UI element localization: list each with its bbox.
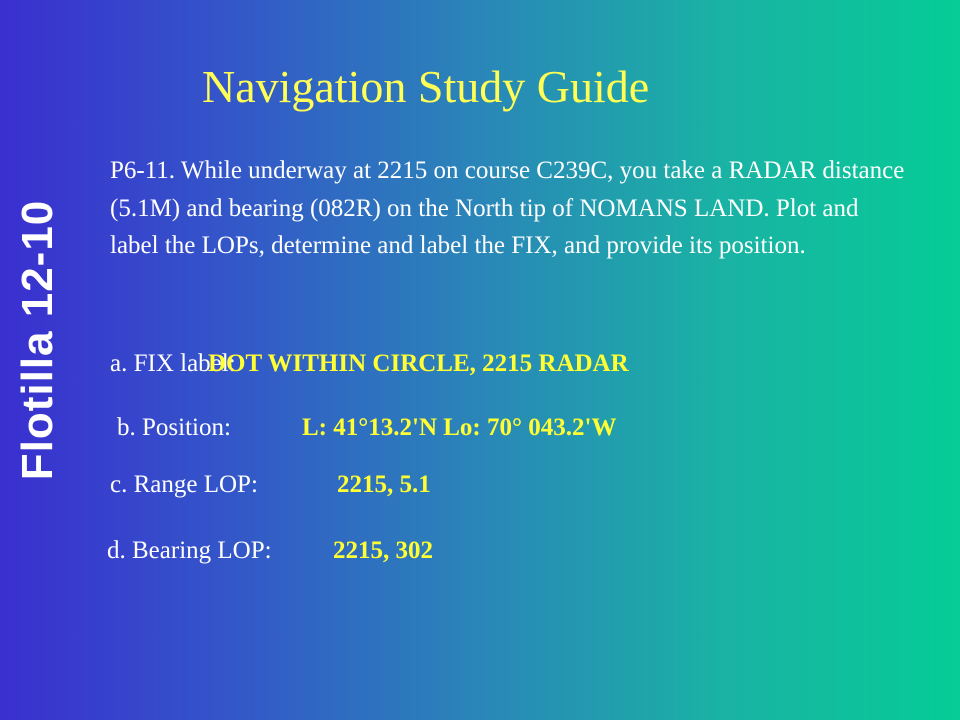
fix-label-row [110,350,629,378]
range-lop-row [110,471,431,499]
question-text: P6-11. While underway at 2215 on course C239C, you take a RADAR distance (5.1M) and bearing (082R) on the North tip of NOMANS LAND. Plot and label the LOPs, determine and label the FIX, and provide its position. [110,157,905,259]
position-answer: L: 41°13.2'N Lo: 70° 043.2'W [302,414,617,441]
position-row [117,414,617,442]
fix-label-answer: DOT WITHIN CIRCLE, 2215 RADAR [208,350,629,377]
range-lop-label: c. Range LOP: [110,471,258,498]
page-title: Navigation Study Guide [202,61,650,112]
bearing-lop-row [107,537,433,565]
range-lop-answer: 2215, 5.1 [337,471,431,498]
position-label: b. Position: [117,414,231,441]
bearing-lop-answer: 2215, 302 [333,537,433,564]
flotilla-side-label: Flotilla 12-10 [13,199,62,481]
fix-label-label: a. FIX label: [110,350,236,377]
bearing-lop-label: d. Bearing LOP: [107,537,272,564]
